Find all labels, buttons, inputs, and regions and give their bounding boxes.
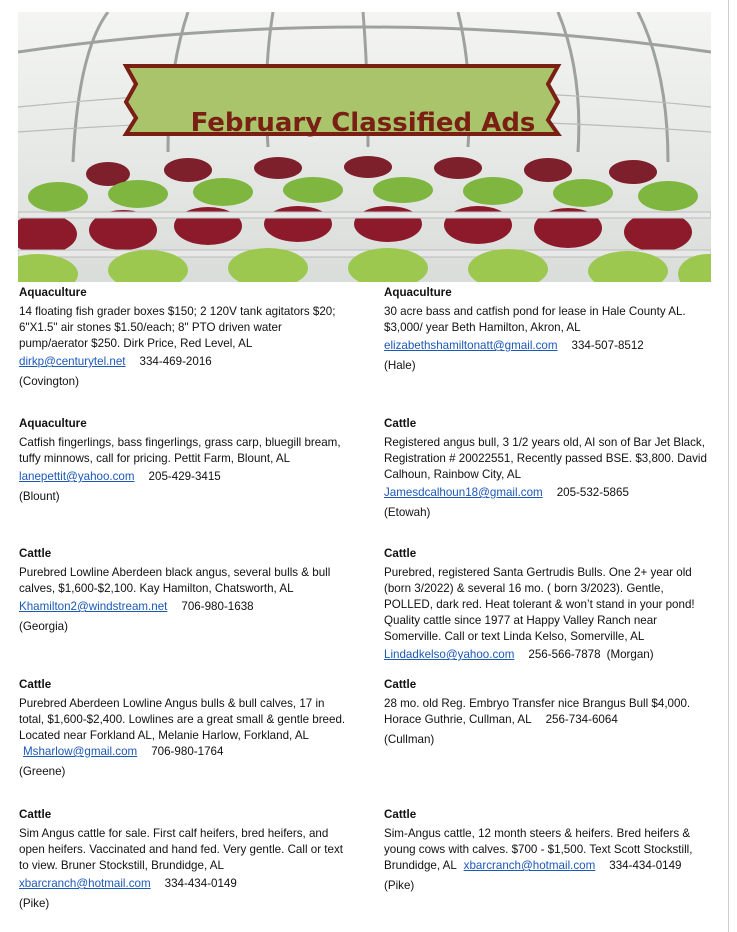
ad-description: 14 floating fish grader boxes $150; 2 120V tank agitators $20; 6"X1.5" air stones $1.50/each; 8" PTO driven water pump/aerator $250. Dirk Price, Red Level, AL [19,305,336,350]
ad-county: (Cullman) [384,733,435,746]
classified-ad [384,416,714,521]
ad-description: Purebred, registered Santa Gertrudis Bulls. One 2+ year old (born 3/2022) & several 16 mo. ( born 3/2023). Gentle, POLLED, dark red. Heat tolerant & won’t stand in your pond! Quality cattle since 1977 at Happy Valley Ranch near Somerville. Call or text Linda Kelso, Somerville, AL [384,566,695,643]
header-banner [18,12,711,282]
ad-description: Catfish fingerlings, bass fingerlings, grass carp, bluegill bream, tuffy minnows, call for pricing. Pettit Farm, Blount, AL [19,436,341,465]
ad-description: 30 acre bass and catfish pond for lease in Hale County AL. $3,000/ year Beth Hamilton, Akron, AL [384,305,686,334]
ad-category: Cattle [384,808,417,821]
ad-category: Cattle [19,808,52,821]
classified-ad [384,677,714,748]
ad-county: (Georgia) [19,620,68,633]
ad-category: Cattle [19,547,52,560]
classified-ad [19,546,349,635]
ad-county: (Morgan) [606,648,654,661]
ad-description: Sim-Angus cattle, 12 month steers & heifers. Bred heifers & young cows with calves. $700 - $1,500. Text Scott Stockstill, Brundidge, AL [384,827,693,872]
ad-phone: 205-532-5865 [556,486,629,499]
ad-email-link[interactable]: elizabethshamiltonatt@gmail.com [384,339,558,352]
classified-ad [19,807,349,912]
classified-ad [19,285,349,390]
ad-county: (Etowah) [384,506,431,519]
ad-email-link[interactable]: Khamilton2@windstream.net [19,600,168,613]
ad-description: Sim Angus cattle for sale. First calf heifers, bred heifers, and open heifers. Vaccinated and hand fed. Very gentle. Call or text to view. Bruner Stockstill, Brundidge, AL [19,827,343,872]
ad-email-link[interactable]: lanepettit@yahoo.com [19,470,135,483]
ad-email-link[interactable]: dirkp@centurytel.net [19,355,126,368]
ad-category: Cattle [384,547,417,560]
classified-ad [384,546,714,663]
ad-phone: 334-469-2016 [139,355,212,368]
ad-category: Aquaculture [19,286,87,299]
ad-phone: 334-434-0149 [164,877,237,890]
ad-email-link[interactable]: Jamesdcalhoun18@gmail.com [384,486,543,499]
ad-description: Purebred Aberdeen Lowline Angus bulls & bull calves, 17 in total, $1,600-$2,400. Lowlines are a great small & gentle breed. Located near Forkland AL, Melanie Harlow, Forkland, AL [19,697,346,742]
ad-category: Aquaculture [384,286,452,299]
ad-phone: 205-429-3415 [148,470,221,483]
ad-category: Aquaculture [19,417,87,430]
ad-category: Cattle [19,678,52,691]
classified-ad [384,285,714,374]
ad-phone: 334-434-0149 [609,859,682,872]
ad-phone: 256-734-6064 [545,713,618,726]
page-title: February Classified Ads [190,108,536,138]
classified-ad [384,807,714,894]
ad-county: (Covington) [19,375,79,388]
ad-email-link[interactable]: xbarcranch@hotmail.com [463,859,596,872]
ad-county: (Pike) [19,897,50,910]
ad-category: Cattle [384,417,417,430]
ad-description: Purebred Lowline Aberdeen black angus, several bulls & bull calves, $1,600-$2,100. Kay Hamilton, Chatsworth, AL [19,566,331,595]
ad-county: (Hale) [384,359,416,372]
ad-description: 28 mo. old Reg. Embryo Transfer nice Brangus Bull $4,000. Horace Guthrie, Cullman, AL [384,697,691,726]
ad-phone: 334-507-8512 [571,339,644,352]
ad-phone: 706-980-1764 [151,745,224,758]
ad-county: (Greene) [19,765,66,778]
ad-email-link[interactable]: Lindadkelso@yahoo.com [384,648,515,661]
ad-email-link[interactable]: xbarcranch@hotmail.com [19,877,151,890]
ad-county: (Blount) [19,490,60,503]
classified-ad [19,416,349,505]
ad-description: Registered angus bull, 3 1/2 years old, AI son of Bar Jet Black, Registration # 20022551, Recently passed BSE. $3,800. David Calhoun, Rainbow City, AL [384,436,707,481]
ad-county: (Pike) [384,879,415,892]
ad-phone: 256-566-7878 [528,648,601,661]
classified-ad [19,677,349,780]
ad-category: Cattle [384,678,417,691]
ad-phone: 706-980-1638 [181,600,254,613]
ad-email-link[interactable]: Msharlow@gmail.com [23,745,138,758]
